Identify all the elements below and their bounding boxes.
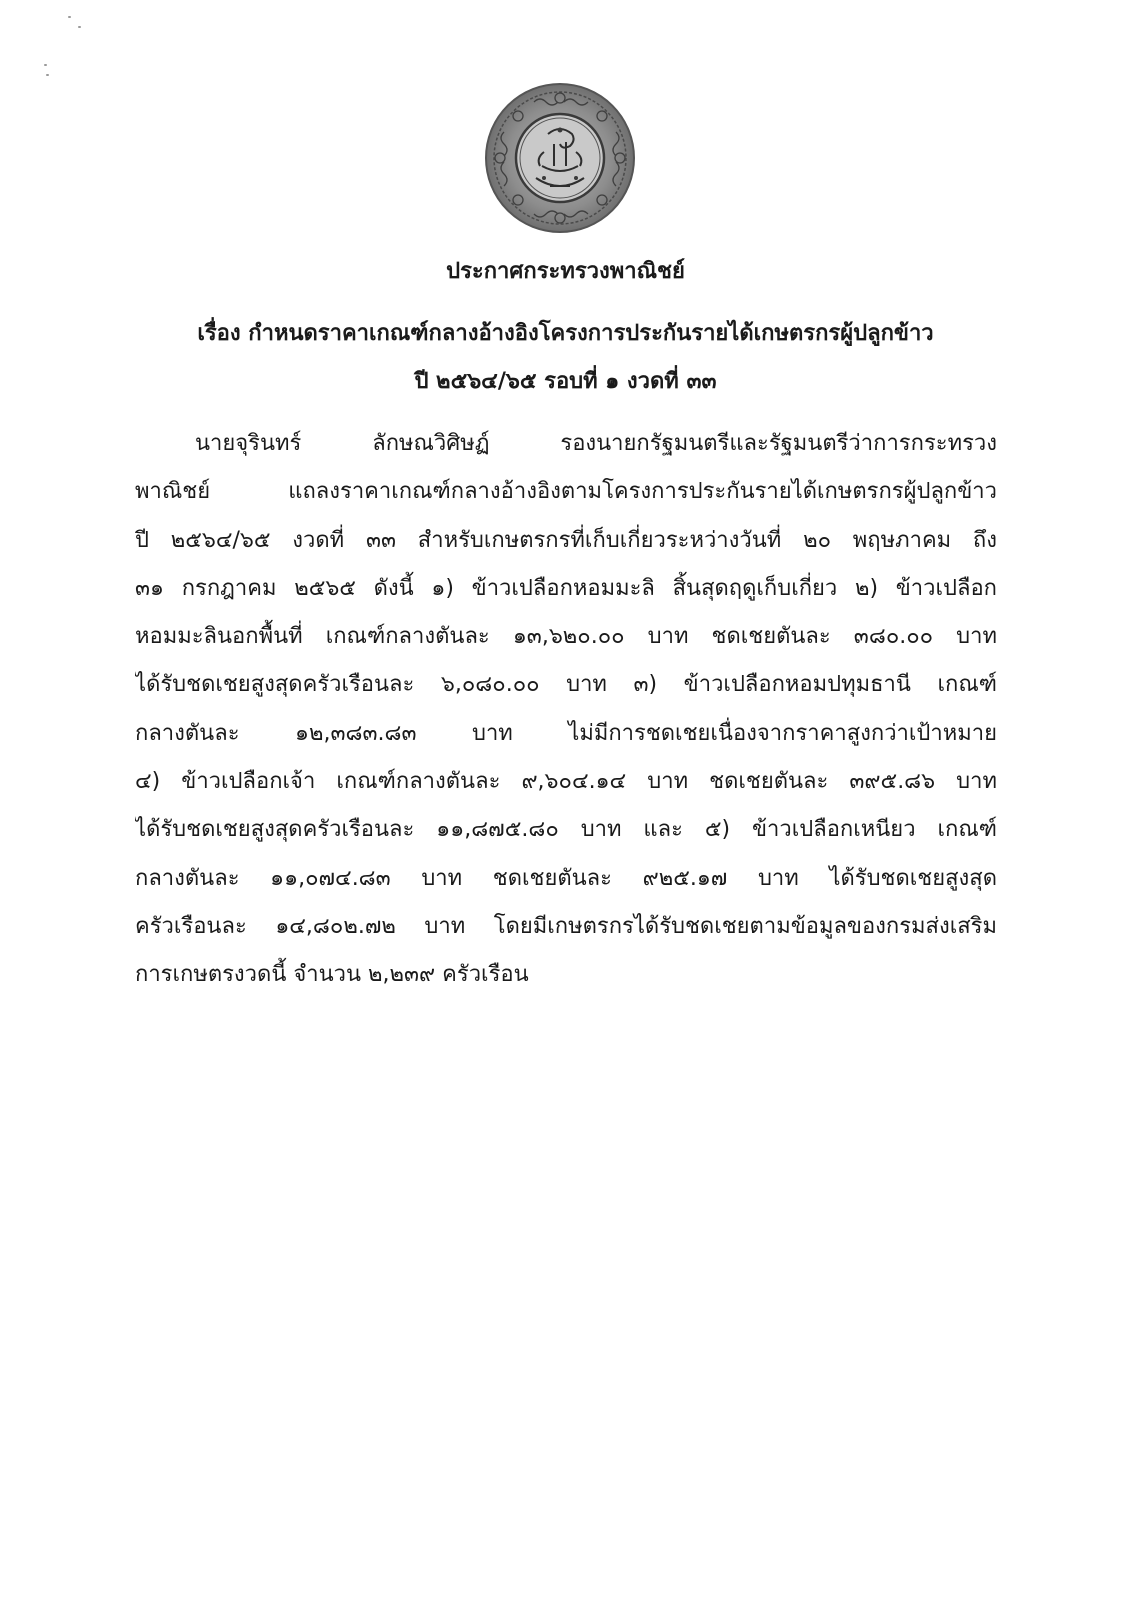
- body-line: ปี ๒๕๖๔/๖๕ งวดที่ ๓๓ สำหรับเกษตรกรที่เก็บเกี่ยวระหว่างวันที่ ๒๐ พฤษภาคม ถึง: [135, 527, 997, 553]
- announcement-subject: เรื่อง กำหนดราคาเกณฑ์กลางอ้างอิงโครงการประกันรายได้เกษตรกรผู้ปลูกข้าว: [197, 321, 934, 346]
- body-line: ๓๑ กรกฎาคม ๒๕๖๕ ดังนี้ ๑) ข้าวเปลือกหอมมะลิ สิ้นสุดฤดูเก็บเกี่ยว ๒) ข้าวเปลือก: [135, 575, 997, 601]
- body-line: การเกษตรงวดนี้ จำนวน ๒,๒๓๙ ครัวเรือน: [135, 962, 529, 988]
- body-line: ได้รับชดเชยสูงสุดครัวเรือนละ ๑๑,๘๗๕.๘๐ บาท และ ๕) ข้าวเปลือกเหนียว เกณฑ์: [135, 817, 997, 843]
- scan-speck: [46, 74, 49, 76]
- scan-speck: [68, 16, 71, 18]
- body-line: หอมมะลินอกพื้นที่ เกณฑ์กลางตันละ ๑๓,๖๒๐.๐๐ บาท ชดเชยตันละ ๓๘๐.๐๐ บาท: [135, 624, 997, 650]
- ministry-seal-icon: [484, 82, 636, 234]
- scan-speck: [78, 26, 81, 28]
- body-line: กลางตันละ ๑๑,๐๗๔.๘๓ บาท ชดเชยตันละ ๙๒๕.๑๗ บาท ได้รับชดเชยสูงสุด: [135, 865, 997, 891]
- body-line: ๔) ข้าวเปลือกเจ้า เกณฑ์กลางตันละ ๙,๖๐๔.๑๔ บาท ชดเชยตันละ ๓๙๕.๘๖ บาท: [135, 769, 997, 795]
- body-line: พาณิชย์ แถลงราคาเกณฑ์กลางอ้างอิงตามโครงการประกันรายได้เกษตรกรผู้ปลูกข้าว: [135, 479, 997, 505]
- announcement-subject-period: ปี ๒๕๖๔/๖๕ รอบที่ ๑ งวดที่ ๓๓: [414, 369, 717, 394]
- body-line: ได้รับชดเชยสูงสุดครัวเรือนละ ๖,๐๘๐.๐๐ บาท ๓) ข้าวเปลือกหอมปทุมธานี เกณฑ์: [135, 672, 997, 698]
- body-line: ครัวเรือนละ ๑๔,๘๐๒.๗๒ บาท โดยมีเกษตรกรได้รับชดเชยตามข้อมูลของกรมส่งเสริม: [135, 913, 997, 939]
- body-line: นายจุรินทร์ ลักษณวิศิษฏ์ รองนายกรัฐมนตรีและรัฐมนตรีว่าการกระทรวง: [195, 431, 997, 456]
- body-line: กลางตันละ ๑๒,๓๘๓.๘๓ บาท ไม่มีการชดเชยเนื่องจากราคาสูงกว่าเป้าหมาย: [135, 720, 997, 746]
- announcement-body: [135, 420, 997, 1000]
- announcement-header: ประกาศกระทรวงพาณิชย์: [446, 259, 685, 284]
- scan-speck: [44, 64, 47, 66]
